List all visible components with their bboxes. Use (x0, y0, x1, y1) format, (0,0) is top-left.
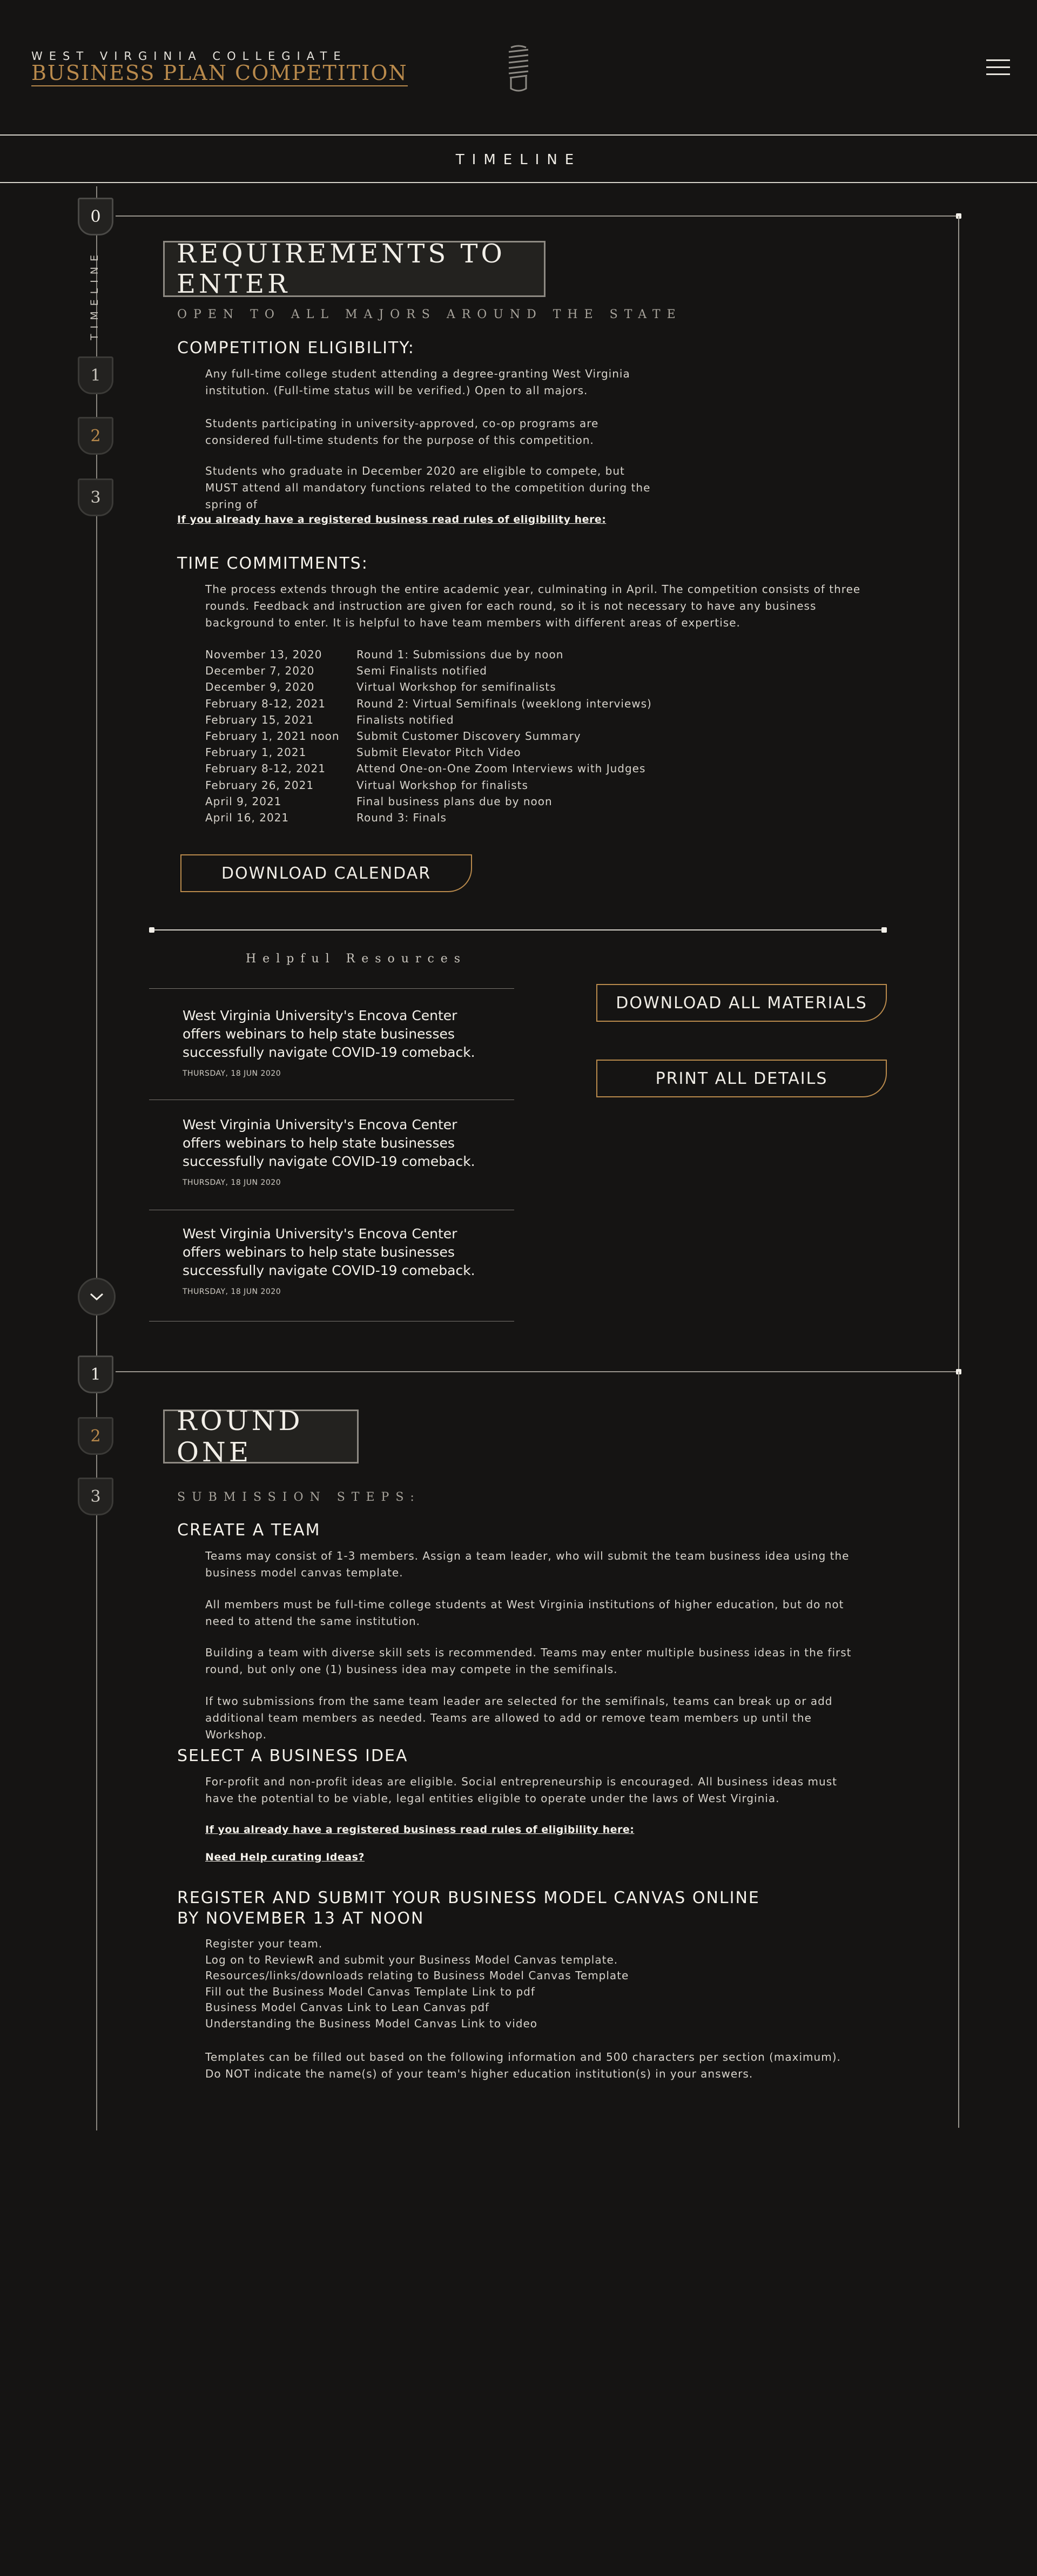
page-title: TIMELINE (455, 152, 582, 168)
requirements-subtitle: OPEN TO ALL MAJORS AROUND THE STATE (177, 308, 682, 321)
register-step: Register your team. (205, 1937, 323, 1950)
resource-title[interactable]: West Virginia University's Encova Center offers webinars to help state businesses successfully navigate COVID-19 comeback. (183, 1226, 475, 1278)
team-paragraph-1: Teams may consist of 1-3 members. Assign a team leader, who will submit the team business idea using the business model canvas template. (205, 1549, 850, 1579)
eligibility-paragraph-1: Any full-time college student attending a degree-granting West Virginia institution. (Full-time status will be verified.) Open to all majors. (205, 367, 630, 397)
schedule-event: Attend One-on-One Zoom Interviews with Judges (356, 762, 646, 776)
resource-title[interactable]: West Virginia University's Encova Center offers webinars to help state businesses successfully navigate COVID-19 comeback. (183, 1008, 475, 1060)
divider-dot-right (881, 927, 887, 933)
register-step: Resources/links/downloads relating to Business Model Canvas Template (205, 1969, 629, 1982)
register-note: Templates can be filled out based on the following information and 500 characters per section (maximum). Do NOT indicate the name(s) of your team's higher education institution(s) in your answers. (205, 2051, 841, 2080)
eligibility-paragraph-3: Students who graduate in December 2020 are eligible to compete, but MUST attend all mandatory functions related to the competition during the spring of (205, 464, 651, 511)
team-paragraph-4: If two submissions from the same team leader are selected for the semifinals, teams can break up or add additional team members as needed. Teams are allowed to add or remove team members up until the Workshop. (205, 1695, 833, 1741)
register-step[interactable]: Fill out the Business Model Canvas Template Link to pdf (205, 1985, 535, 1998)
schedule-event: Semi Finalists notified (356, 664, 487, 678)
section-connector-line (116, 215, 958, 217)
timeline-badge-3[interactable]: 3 (78, 478, 113, 516)
schedule-date: February 1, 2021 noon (205, 730, 340, 743)
brand-name[interactable]: BUSINESS PLAN COMPETITION (31, 62, 408, 86)
resource-item[interactable] (183, 1116, 485, 1187)
print-all-details-button[interactable]: PRINT ALL DETAILS (596, 1060, 887, 1097)
divider-dot-left (149, 927, 154, 933)
schedule-date: April 9, 2021 (205, 794, 282, 808)
eligibility-paragraph-2: Students participating in university-approved, co-op programs are considered full-time students for the purpose of this competition. (205, 417, 599, 447)
schedule-date: February 1, 2021 (205, 746, 307, 759)
hamburger-menu-icon[interactable] (986, 59, 1010, 78)
schedule-date: February 8-12, 2021 (205, 762, 326, 776)
resource-item[interactable] (183, 1007, 485, 1078)
section-right-line (958, 1372, 959, 2128)
business-idea-text: For-profit and non-profit ideas are eligible. Social entrepreneurship is encouraged. All business ideas must have the potential to be viable, legal entities eligible to operate under the laws of West Virginia. (205, 1775, 837, 1805)
schedule-row (205, 793, 652, 810)
timeline-badge-2[interactable]: 2 (78, 417, 113, 455)
resource-title[interactable]: West Virginia University's Encova Center offers webinars to help state businesses successfully navigate COVID-19 comeback. (183, 1117, 475, 1169)
resources-divider (151, 929, 886, 930)
register-step[interactable]: Business Model Canvas Link to Lean Canvas pdf (205, 2001, 490, 2014)
register-heading: REGISTER AND SUBMIT YOUR BUSINESS MODEL CANVAS ONLINE BY NOVEMBER 13 AT NOON (177, 1889, 760, 1928)
header-divider-bottom (0, 182, 1037, 183)
schedule-date: April 16, 2021 (205, 811, 289, 825)
schedule-row (205, 744, 652, 760)
schedule-row (205, 760, 652, 777)
schedule-list (205, 646, 652, 826)
resource-divider (149, 988, 514, 989)
idea-eligibility-link[interactable]: If you already have a registered business read rules of eligibility here: (205, 1824, 635, 1836)
submission-steps-label: SUBMISSION STEPS: (177, 1491, 421, 1504)
commitments-heading: TIME COMMITMENTS: (177, 554, 368, 573)
register-step[interactable]: Log on to ReviewR and submit your Business Model Canvas template. (205, 1953, 618, 1966)
schedule-date: December 9, 2020 (205, 680, 315, 694)
timeline-badge-1[interactable]: 1 (78, 356, 113, 394)
eligibility-rules-link[interactable]: If you already have a registered business read rules of eligibility here: (177, 514, 607, 525)
schedule-row (205, 663, 652, 679)
schedule-event: Virtual Workshop for semifinalists (356, 680, 556, 694)
timeline-badge-3[interactable]: 3 (78, 1478, 113, 1515)
resources-title: Helpful Resources (246, 952, 467, 966)
schedule-date: February 8-12, 2021 (205, 697, 326, 710)
register-steps-list (205, 1936, 853, 2032)
download-calendar-button[interactable]: DOWNLOAD CALENDAR (180, 854, 472, 892)
header-divider-top (0, 134, 1037, 136)
business-idea-heading: SELECT A BUSINESS IDEA (177, 1746, 408, 1765)
schedule-event: Virtual Workshop for finalists (356, 778, 528, 792)
resource-date: THURSDAY, 18 JUN 2020 (183, 1287, 281, 1296)
curating-ideas-link[interactable]: Need Help curating Ideas? (205, 1851, 365, 1863)
round-one-title: ROUND ONE (163, 1410, 359, 1464)
schedule-row (205, 646, 652, 663)
schedule-date: November 13, 2020 (205, 648, 322, 661)
timeline-line (96, 186, 97, 2130)
schedule-date: February 26, 2021 (205, 778, 314, 792)
download-all-materials-button[interactable]: DOWNLOAD ALL MATERIALS (596, 984, 887, 1022)
section-connector-line (116, 1371, 958, 1372)
team-paragraph-3: Building a team with diverse skill sets is recommended. Teams may enter multiple business ideas in the first round, but only one (1) business idea may compete in the semifinals. (205, 1646, 852, 1676)
schedule-row (205, 777, 652, 793)
timeline-vertical-label: TIMELINE (89, 249, 100, 340)
section-right-line (958, 216, 959, 1372)
lightbulb-icon[interactable] (503, 43, 534, 95)
schedule-row (205, 728, 652, 744)
schedule-date: December 7, 2020 (205, 664, 315, 678)
brand-top-line: WEST VIRGINIA COLLEGIATE (31, 50, 347, 63)
schedule-event: Submit Elevator Pitch Video (356, 746, 521, 759)
schedule-event: Finalists notified (356, 713, 454, 726)
schedule-row (205, 712, 652, 728)
schedule-event: Round 3: Finals (356, 811, 447, 825)
schedule-date: February 15, 2021 (205, 713, 314, 726)
resource-date: THURSDAY, 18 JUN 2020 (183, 1178, 281, 1187)
create-team-heading: CREATE A TEAM (177, 1521, 321, 1540)
schedule-event: Round 2: Virtual Semifinals (weeklong interviews) (356, 697, 652, 710)
schedule-event: Final business plans due by noon (356, 794, 553, 808)
timeline-badge-2[interactable]: 2 (78, 1417, 113, 1455)
resource-item[interactable] (183, 1225, 485, 1296)
schedule-row (205, 679, 652, 695)
timeline-badge-1[interactable]: 1 (78, 1356, 113, 1393)
scroll-down-button[interactable] (78, 1278, 116, 1316)
requirements-title: REQUIREMENTS TO ENTER (163, 241, 546, 297)
chevron-down-icon (89, 1291, 105, 1302)
schedule-row (205, 696, 652, 712)
commitments-text: The process extends through the entire academic year, culminating in April. The competition consists of three rounds. Feedback and instruction are given for each round, so it is not necessary to have any business background to enter. It is helpful to have team members with different areas of expertise. (205, 583, 861, 629)
timeline-badge-0[interactable]: 0 (78, 198, 113, 235)
schedule-row (205, 810, 652, 826)
eligibility-heading: COMPETITION ELIGIBILITY: (177, 339, 415, 358)
team-paragraph-2: All members must be full-time college students at West Virginia institutions of higher education, but do not need to attend the same institution. (205, 1598, 844, 1628)
schedule-event: Submit Customer Discovery Summary (356, 730, 581, 743)
resource-date: THURSDAY, 18 JUN 2020 (183, 1069, 281, 1078)
register-step[interactable]: Understanding the Business Model Canvas Link to video (205, 2017, 537, 2030)
schedule-event: Round 1: Submissions due by noon (356, 648, 564, 661)
